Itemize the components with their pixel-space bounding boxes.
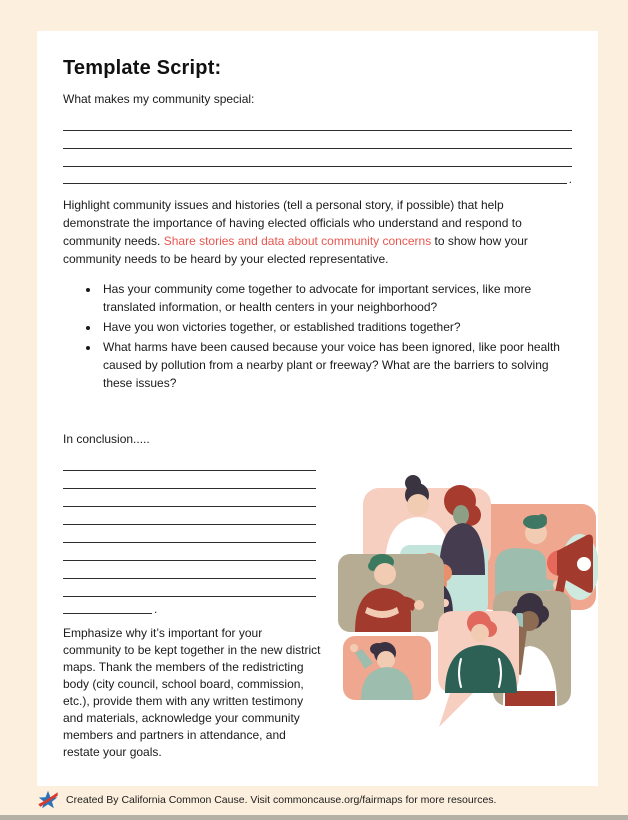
intro-text-before: Highlight community issues and histories (tell a personal story, if possible) that help demonstrate the importance of having elected officials who understand and respond to community needs.	[63, 198, 522, 248]
blank-line	[63, 507, 316, 525]
blank-line	[63, 166, 567, 184]
document-page	[37, 31, 598, 786]
closing-paragraph: Emphasize why it’s important for your community to be kept together in the new district maps. Thank the members of the redistricting body (city council, school board, commission, etc.), provide them with any written testimony and materials, acknowledge your community members and partners in attendance, and restate your goals.	[63, 626, 321, 760]
bullet-item: • What harms have been caused because your voice has been ignored, like poor health caused by pollution from a nearby plant or freeway? What are the barriers to solving these issues?	[100, 338, 572, 392]
red-shirt-man-bubble	[338, 554, 444, 632]
intro-text-highlight: Share stories and data about community concerns	[163, 234, 432, 248]
community-conversation-illustration	[333, 463, 598, 731]
blank-line	[63, 489, 316, 507]
prompt-label: What makes my community special:	[63, 92, 255, 106]
bottom-bar	[0, 815, 628, 820]
blank-line	[63, 149, 572, 167]
line-terminator: .	[154, 602, 158, 616]
common-cause-star-logo	[37, 789, 59, 811]
blank-line-with-period	[63, 597, 316, 614]
blank-line	[63, 131, 572, 149]
bullet-list	[63, 280, 572, 392]
waving-person-bubble	[343, 636, 431, 700]
blank-line	[63, 525, 316, 543]
blank-line	[63, 596, 152, 614]
conclusion-label: In conclusion.....	[63, 432, 150, 446]
blank-line	[63, 543, 316, 561]
fill-in-lines-community-special	[63, 113, 572, 184]
blank-line-with-period	[63, 167, 572, 184]
footer-credit-text: Created By California Common Cause. Visit commoncause.org/fairmaps for more resources.	[66, 794, 497, 806]
fill-in-lines-conclusion	[63, 453, 316, 614]
line-terminator: .	[568, 172, 572, 186]
footer	[37, 789, 496, 811]
blank-line	[63, 561, 316, 579]
speech-bubble-with-tail	[438, 611, 519, 727]
intro-paragraph	[63, 196, 572, 268]
bullet-item: • Have you won victories together, or established traditions together?	[100, 318, 572, 336]
bullet-item: • Has your community come together to advocate for important services, like more translated information, or health centers in your neighborhood?	[100, 280, 572, 316]
blank-line	[63, 113, 572, 131]
intro-text-after: to show how your community needs to be heard by your elected representative.	[63, 234, 528, 266]
page-title: Template Script:	[63, 57, 222, 79]
blank-line	[63, 453, 316, 471]
blank-line	[63, 471, 316, 489]
blank-line	[63, 579, 316, 597]
